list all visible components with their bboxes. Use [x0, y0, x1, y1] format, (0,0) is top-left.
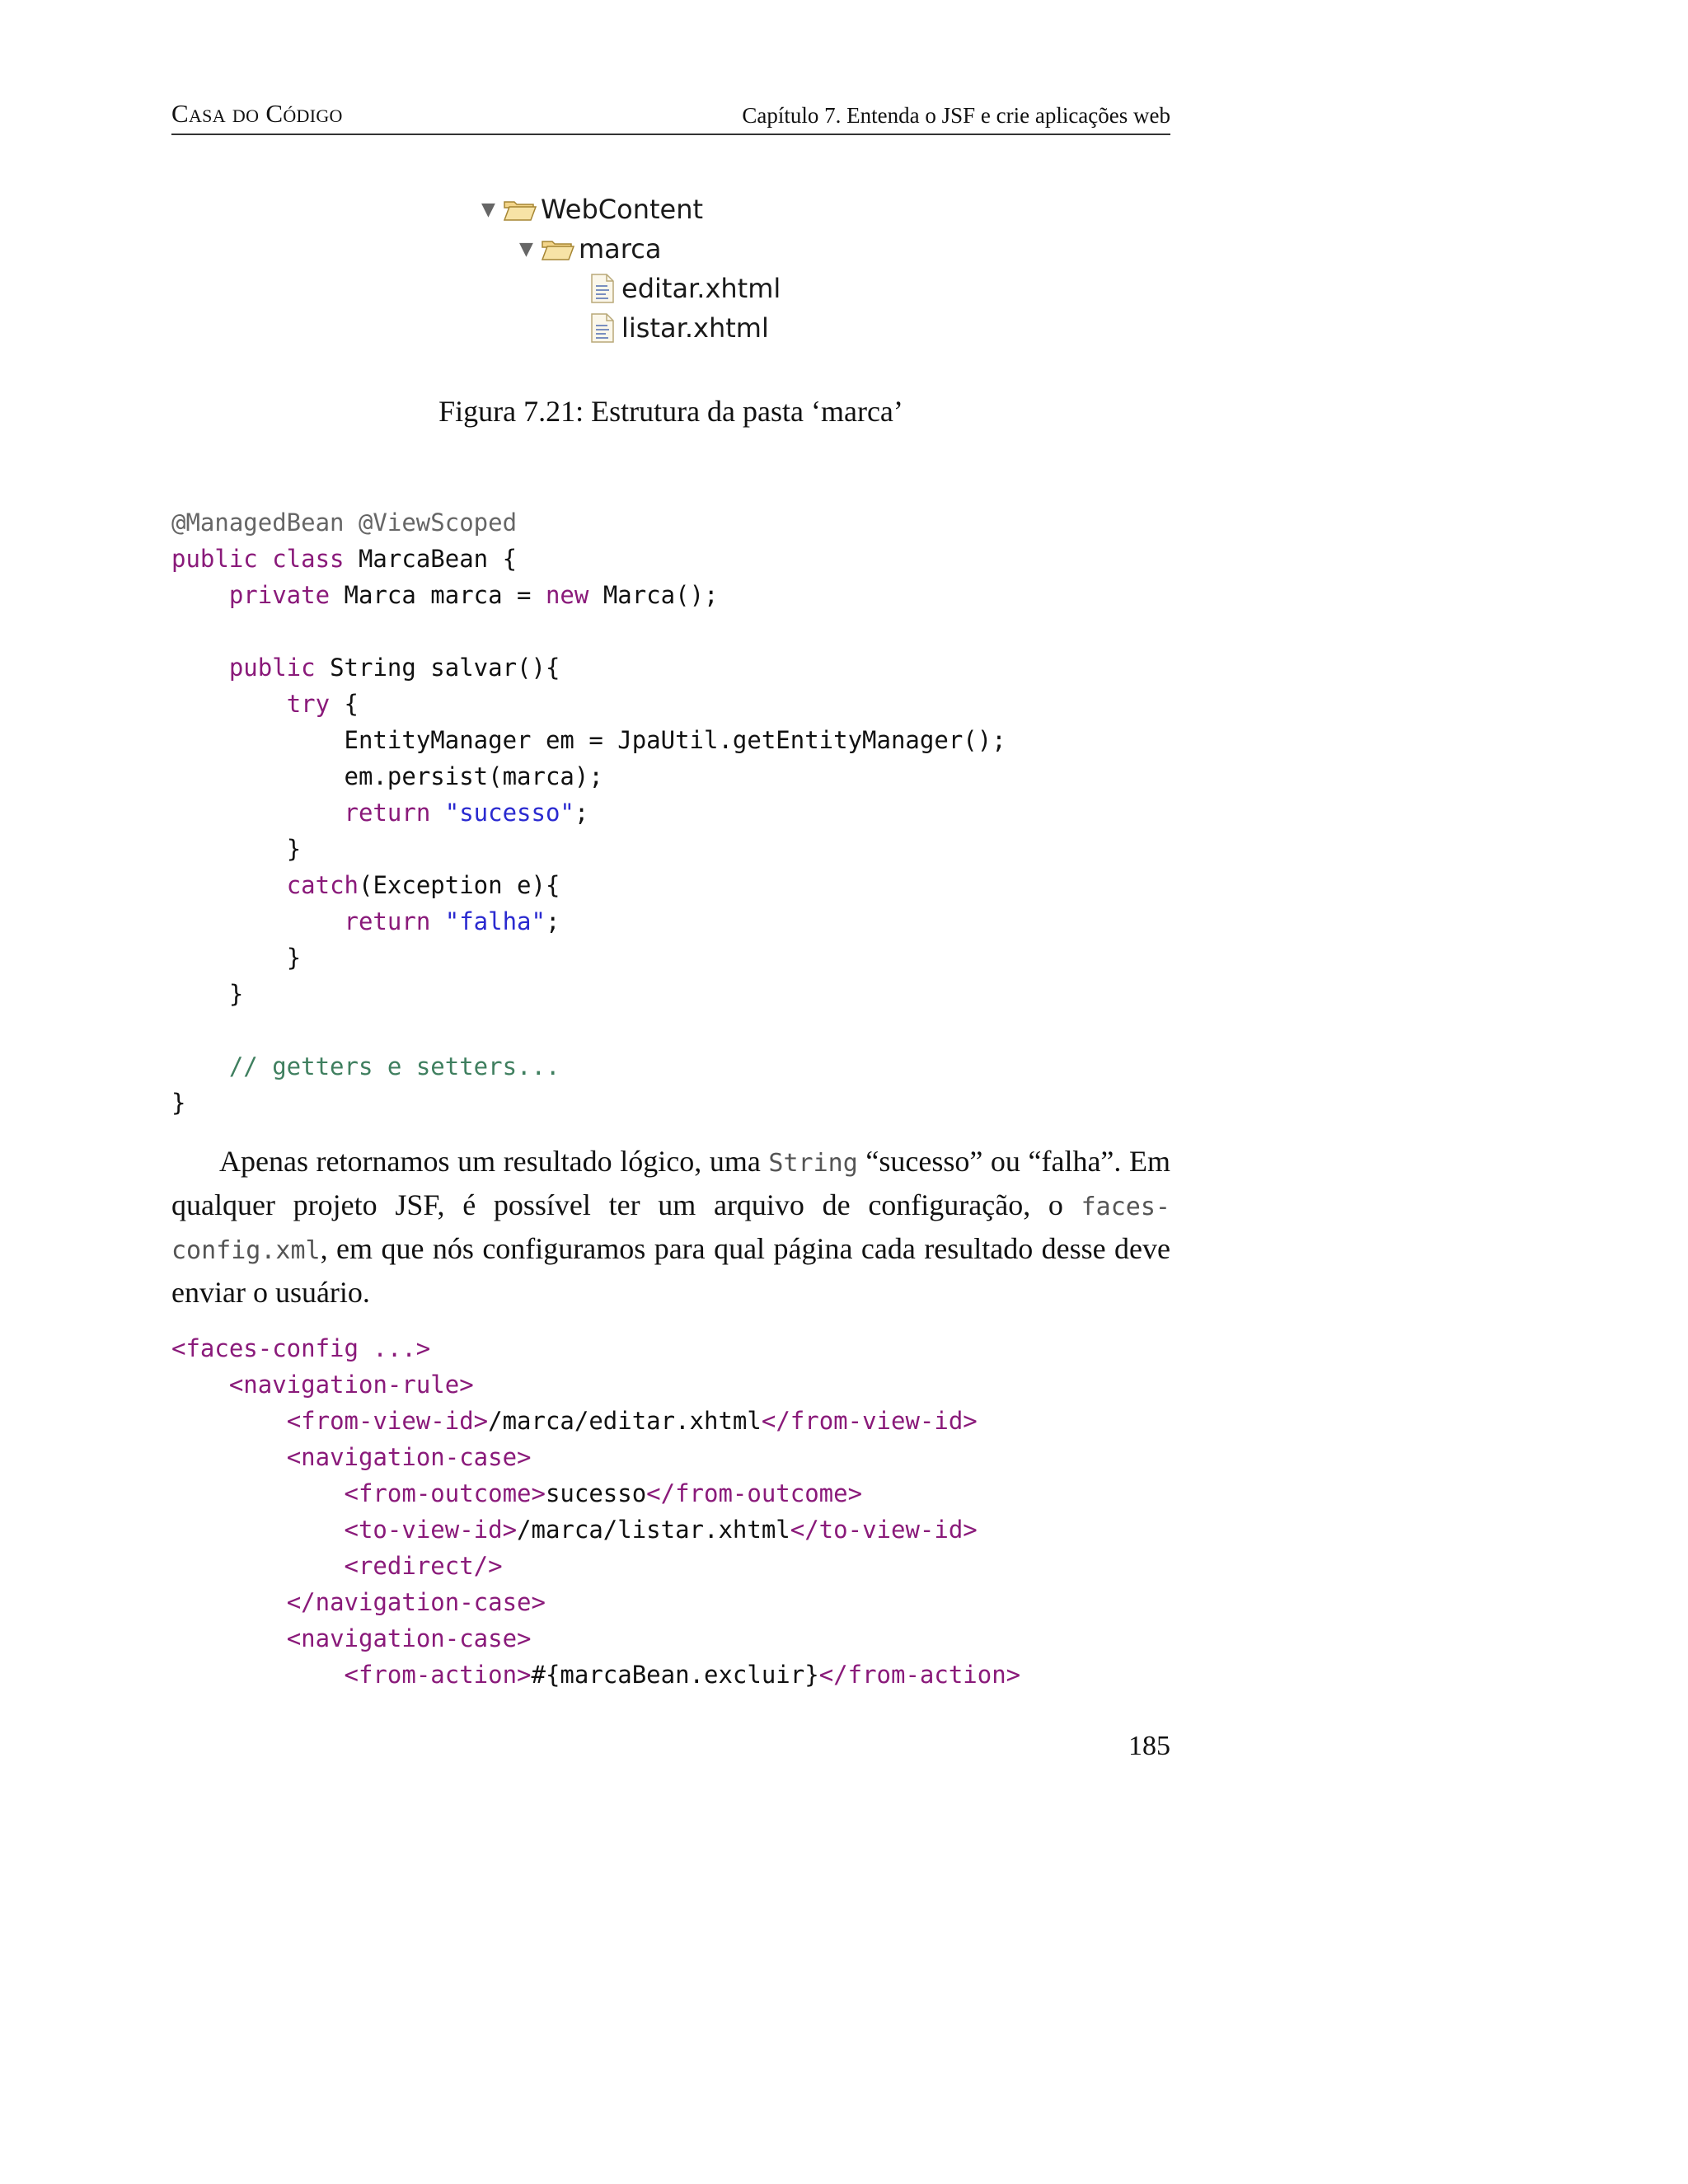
tree-item-marca: [519, 231, 661, 267]
paragraph-text: “sucesso” ou “falha”. Em qualquer projeto JSF, é possível ter um arquivo de configuração, o: [171, 1145, 1170, 1221]
figure-caption: Figura 7.21: Estrutura da pasta ‘marca’: [438, 395, 903, 428]
xml-text: sucesso: [545, 1479, 647, 1507]
xml-tag: </from-outcome>: [646, 1479, 863, 1507]
xml-tag: </to-view-id>: [790, 1516, 978, 1544]
xml-tag: <from-view-id>: [286, 1407, 489, 1435]
page-number: 185: [1128, 1731, 1170, 1761]
xml-tag: <from-action>: [344, 1661, 532, 1689]
code-text: {: [330, 690, 359, 718]
xml-text: /marca/editar.xhtml: [488, 1407, 762, 1435]
code-text: String salvar(){: [315, 654, 560, 682]
code-comment: // getters e setters...: [228, 1052, 560, 1080]
body-paragraph: [171, 1141, 1170, 1313]
java-code-block: [171, 504, 1006, 1121]
book-title: Casa do Código: [171, 99, 343, 128]
tree-label: listar.xhtml: [621, 312, 769, 344]
open-folder-icon: [503, 197, 537, 222]
xml-tag: </from-action>: [818, 1661, 1021, 1689]
code-keyword: catch: [286, 871, 359, 899]
xml-tag: <navigation-rule>: [228, 1371, 474, 1399]
xml-tag: <redirect/>: [344, 1552, 503, 1580]
xml-text: /marca/listar.xhtml: [517, 1516, 790, 1544]
xml-tag: <faces-config ...>: [171, 1334, 431, 1362]
xml-tag: </from-view-id>: [761, 1407, 978, 1435]
xml-text: #{marcaBean.excluir}: [531, 1661, 819, 1689]
xml-code-block: [171, 1330, 1020, 1693]
code-text: MarcaBean {: [344, 545, 518, 573]
inline-code: faces-config.xml: [171, 1193, 1170, 1265]
code-keyword: return: [344, 799, 431, 827]
code-text: }: [286, 944, 302, 972]
tree-item-webcontent: [481, 191, 703, 227]
code-keyword: public class: [171, 545, 345, 573]
code-text: }: [171, 1089, 186, 1117]
code-text: }: [228, 980, 244, 1008]
code-keyword: private: [228, 581, 331, 609]
expanded-triangle-icon: ▼: [519, 238, 533, 260]
code-keyword: try: [286, 690, 331, 718]
xhtml-file-icon: [590, 273, 615, 304]
code-line: @ManagedBean @ViewScoped: [171, 509, 518, 537]
xml-tag: <navigation-case>: [286, 1443, 532, 1471]
code-text: Marca();: [588, 581, 719, 609]
running-header: [171, 97, 1170, 135]
xml-tag: <to-view-id>: [344, 1516, 518, 1544]
code-text: (Exception e){: [359, 871, 560, 899]
code-string: "sucesso": [444, 799, 574, 827]
paragraph-text: , em que nós configuramos para qual página cada resultado desse deve enviar o usuário.: [171, 1232, 1170, 1309]
code-text: Marca marca =: [330, 581, 546, 609]
tree-item-listar: [590, 310, 769, 346]
code-text: em.persist(marca);: [344, 762, 603, 790]
code-keyword: return: [344, 907, 431, 935]
code-text: ;: [574, 799, 589, 827]
code-text: ;: [545, 907, 560, 935]
tree-label: marca: [579, 233, 662, 265]
code-text: }: [286, 835, 302, 863]
tree-label: WebContent: [541, 194, 704, 225]
code-keyword: public: [228, 654, 316, 682]
xhtml-file-icon: [590, 312, 615, 344]
folder-tree-figure: [481, 191, 828, 356]
code-text: EntityManager em = JpaUtil.getEntityManager();: [344, 726, 1006, 754]
code-keyword: new: [545, 581, 589, 609]
xml-tag: <navigation-case>: [286, 1624, 532, 1652]
paragraph-text: Apenas retornamos um resultado lógico, uma: [219, 1145, 769, 1178]
chapter-title: Capítulo 7. Entenda o JSF e crie aplicações web: [742, 103, 1170, 128]
expanded-triangle-icon: ▼: [481, 199, 495, 220]
tree-label: editar.xhtml: [621, 273, 781, 304]
xml-tag: <from-outcome>: [344, 1479, 546, 1507]
tree-item-editar: [590, 270, 781, 307]
inline-code: String: [768, 1149, 858, 1178]
open-folder-icon: [541, 237, 575, 261]
xml-tag: </navigation-case>: [286, 1588, 546, 1616]
code-string: "falha": [444, 907, 546, 935]
